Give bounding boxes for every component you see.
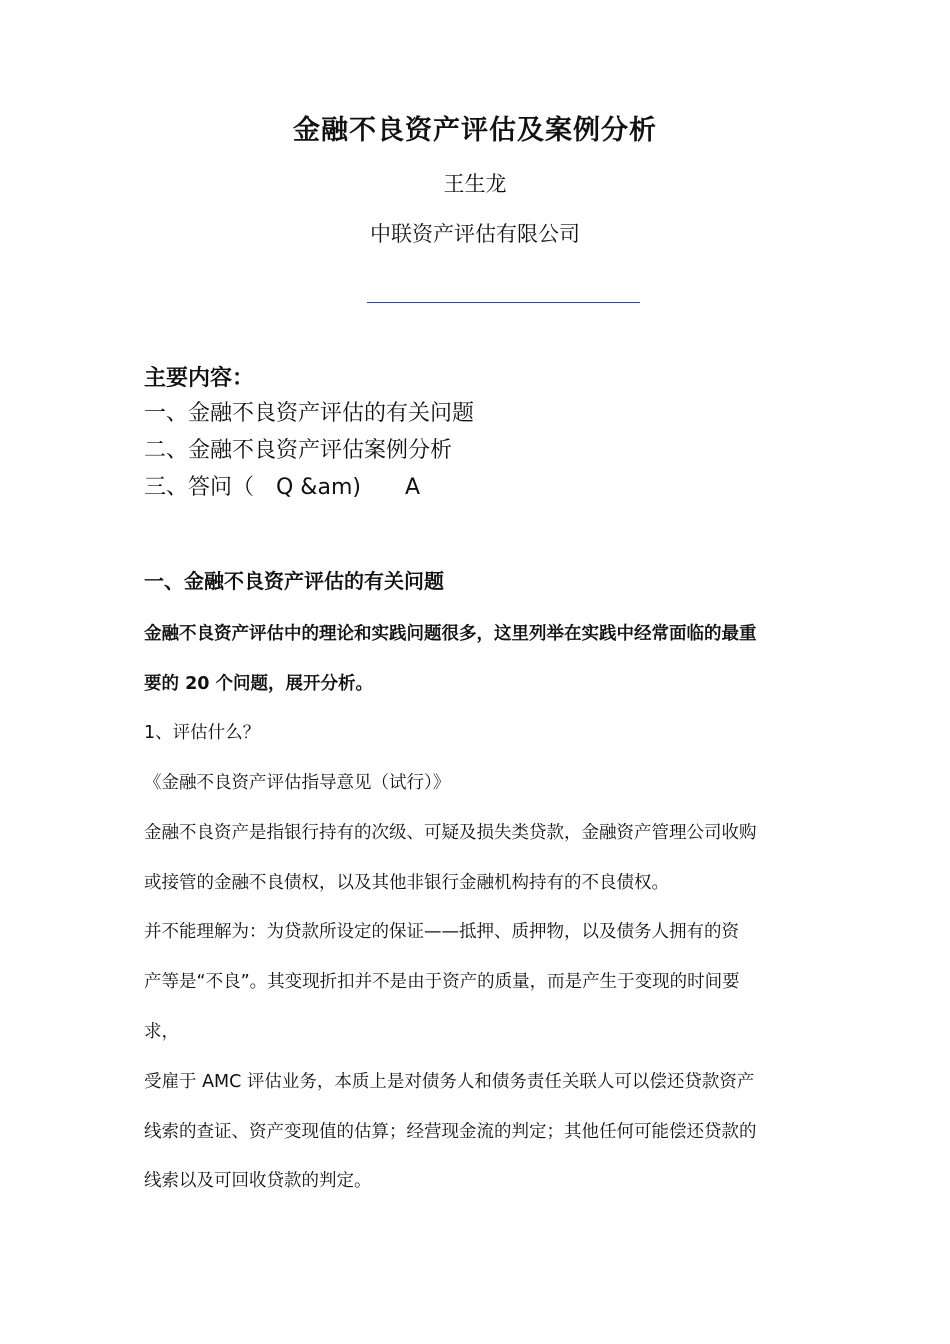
body-line-2: 或接管的金融不良债权，以及其他非银行金融机构持有的不良债权。 xyxy=(144,873,669,893)
document-title: 金融不良资产评估及案例分析 xyxy=(293,115,657,146)
contents-item-3: 三、答问（ Q &am) A xyxy=(144,475,421,500)
intro-line-2: 要的 20 个问题，展开分析。 xyxy=(144,674,374,694)
contents-item-1: 一、金融不良资产评估的有关问题 xyxy=(144,401,475,426)
body-line-6: 受雇于 AMC 评估业务，本质上是对债务人和债务责任关联人可以偿还贷款资产 xyxy=(144,1072,755,1092)
title-divider xyxy=(367,302,640,303)
body-line-1: 金融不良资产是指银行持有的次级、可疑及损失类贷款，金融资产管理公司收购 xyxy=(144,823,757,843)
contents-item-2: 二、金融不良资产评估案例分析 xyxy=(144,438,453,463)
author-name: 王生龙 xyxy=(443,172,507,196)
section-heading: 一、金融不良资产评估的有关问题 xyxy=(144,569,444,593)
reference-title: 《金融不良资产评估指导意见（试行）》 xyxy=(144,773,451,793)
body-line-8: 线索以及可回收贷款的判定。 xyxy=(144,1171,372,1191)
company-name: 中联资产评估有限公司 xyxy=(370,222,580,246)
question-1: 1、评估什么？ xyxy=(144,723,261,743)
body-line-3: 并不能理解为：为贷款所设定的保证——抵押、质押物，以及债务人拥有的资 xyxy=(144,922,739,942)
contents-heading: 主要内容： xyxy=(144,366,255,391)
body-line-5: 求， xyxy=(144,1022,179,1042)
body-line-4: 产等是“不良”。其变现折扣并不是由于资产的质量，而是产生于变现的时间要 xyxy=(144,972,740,992)
body-line-7: 线索的查证、资产变现值的估算；经营现金流的判定；其他任何可能偿还贷款的 xyxy=(144,1122,757,1142)
intro-line-1: 金融不良资产评估中的理论和实践问题很多，这里列举在实践中经常面临的最重 xyxy=(144,624,757,644)
